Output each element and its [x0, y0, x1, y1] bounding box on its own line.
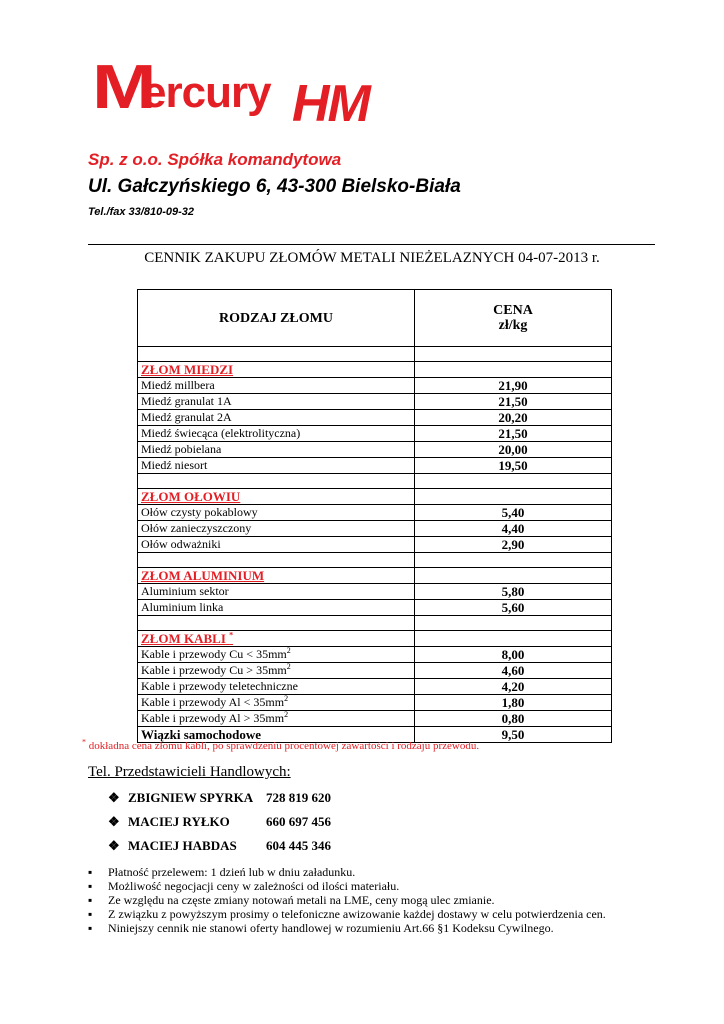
spacer-cell: [138, 616, 415, 631]
spacer-cell: [138, 347, 415, 362]
note-item: [88, 865, 606, 879]
table-row: [138, 521, 612, 537]
scrap-name: Ołów zanieczyszczony: [141, 521, 252, 535]
scrap-price: 4,20: [415, 679, 612, 695]
spacer-row: [138, 616, 612, 631]
scrap-price: 4,60: [415, 663, 612, 679]
company-phone: Tel./fax 33/810-09-32: [88, 206, 194, 218]
scrap-name-cell: [138, 711, 415, 727]
scrap-name: Miedź niesort: [141, 458, 208, 472]
category-row: [138, 568, 612, 584]
note-item: [88, 879, 606, 893]
scrap-name-cell: [138, 442, 415, 458]
spacer-cell: [415, 553, 612, 568]
scrap-name-cell: [138, 426, 415, 442]
notes-list: [88, 865, 606, 935]
spacer-row: [138, 553, 612, 568]
header-price-label: CENA: [493, 303, 533, 318]
scrap-name: Miedź millbera: [141, 378, 215, 392]
scrap-price: 21,50: [415, 426, 612, 442]
note-text: Możliwość negocjacji ceny w zależności od ilości materiału.: [108, 879, 400, 893]
mercury-hm-logo: [92, 54, 412, 134]
table-row: [138, 505, 612, 521]
square-bullet-icon: ▪: [88, 865, 93, 879]
category-label: ZŁOM MIEDZI: [141, 362, 234, 377]
scrap-name-cell: [138, 378, 415, 394]
square-bullet-icon: ▪: [88, 921, 93, 935]
scrap-price: 5,40: [415, 505, 612, 521]
diamond-bullet-icon: ❖: [108, 838, 120, 853]
scrap-name-cell: [138, 505, 415, 521]
spacer-cell: [138, 474, 415, 489]
table-row: [138, 679, 612, 695]
rep-row: [108, 790, 331, 806]
scrap-price: 2,90: [415, 537, 612, 553]
scrap-name: Miedź pobielana: [141, 442, 222, 456]
scrap-name: Ołów czysty pokablowy: [141, 505, 258, 519]
scrap-price: 21,50: [415, 394, 612, 410]
scrap-name-cell: [138, 695, 415, 711]
logo-m: M: [92, 53, 155, 122]
superscript: 2: [284, 694, 289, 703]
scrap-price: 21,90: [415, 378, 612, 394]
category-row: [138, 489, 612, 505]
spacer-row: [138, 474, 612, 489]
diamond-bullet-icon: ❖: [108, 814, 120, 829]
table-header-row: [138, 290, 612, 347]
note-item: [88, 921, 606, 935]
square-bullet-icon: ▪: [88, 879, 93, 893]
square-bullet-icon: ▪: [88, 893, 93, 907]
footnote-text: dokładna cena złomu kabli, po sprawdzeniu procentowej zawartości i rodzaju przewodu.: [86, 740, 480, 752]
header-scrap-type: RODZAJ ZŁOMU: [138, 290, 415, 347]
note-text: Z związku z powyższym prosimy o telefoniczne awizowanie każdej dostawy w celu potwierdzenia cen.: [108, 907, 606, 921]
scrap-name: Kable i przewody Al > 35mm: [141, 711, 285, 725]
category-label: ZŁOM ALUMINIUM: [141, 568, 265, 583]
logo-ercury: ercury: [142, 68, 271, 117]
scrap-name-cell: [138, 410, 415, 426]
scrap-price: 0,80: [415, 711, 612, 727]
scrap-name: Kable i przewody teletechniczne: [141, 679, 298, 693]
note-item: [88, 907, 606, 921]
spacer-row: [138, 347, 612, 362]
superscript: 2: [284, 710, 289, 719]
scrap-price: 4,40: [415, 521, 612, 537]
scrap-price: 8,00: [415, 647, 612, 663]
table-row: [138, 458, 612, 474]
scrap-name-cell: [138, 537, 415, 553]
header-price: [415, 290, 612, 347]
table-row: [138, 537, 612, 553]
scrap-name-cell: [138, 458, 415, 474]
category-name: [138, 568, 415, 584]
square-bullet-icon: ▪: [88, 907, 93, 921]
superscript: 2: [286, 646, 291, 655]
table-row: [138, 647, 612, 663]
rep-phone: 728 819 620: [266, 790, 331, 805]
superscript: 2: [286, 662, 291, 671]
price-list-title: CENNIK ZAKUPU ZŁOMÓW METALI NIEŻELAZNYCH 04-07-2013 r.: [144, 250, 600, 266]
rep-phone: 660 697 456: [266, 814, 331, 829]
table-row: [138, 394, 612, 410]
scrap-price: 1,80: [415, 695, 612, 711]
spacer-cell: [415, 474, 612, 489]
category-name: [138, 631, 415, 647]
rep-name: MACIEJ HABDAS: [128, 838, 237, 853]
category-label: ZŁOM OŁOWIU: [141, 489, 241, 504]
rep-phone: 604 445 346: [266, 838, 331, 853]
scrap-name-cell: [138, 584, 415, 600]
category-price-cell: [415, 489, 612, 505]
cable-footnote: [82, 737, 480, 752]
table-row: [138, 442, 612, 458]
scrap-price: 5,80: [415, 584, 612, 600]
category-price-cell: [415, 362, 612, 378]
reps-title: Tel. Przedstawicieli Handlowych:: [88, 764, 291, 780]
note-text: Ze względu na częste zmiany notowań metali na LME, ceny mogą ulec zmianie.: [108, 893, 495, 907]
table-row: [138, 378, 612, 394]
table-row: [138, 426, 612, 442]
table-row: [138, 584, 612, 600]
category-row: [138, 631, 612, 647]
category-label: ZŁOM KABLI: [141, 631, 226, 646]
category-price-cell: [415, 631, 612, 647]
scrap-price: 20,20: [415, 410, 612, 426]
scrap-name: Ołów odważniki: [141, 537, 221, 551]
category-name: [138, 489, 415, 505]
scrap-name: Kable i przewody Cu < 35mm: [141, 647, 287, 661]
scrap-name-cell: [138, 600, 415, 616]
rep-row: [108, 814, 331, 830]
category-price-cell: [415, 568, 612, 584]
note-text: Niniejszy cennik nie stanowi oferty handlowej w rozumieniu Art.66 §1 Kodeksu Cywilnego.: [108, 921, 554, 935]
scrap-name-cell: [138, 647, 415, 663]
rep-row: [108, 838, 331, 854]
scrap-name: Aluminium sektor: [141, 584, 229, 598]
category-mark: *: [229, 630, 234, 640]
diamond-bullet-icon: ❖: [108, 790, 120, 805]
scrap-name-cell: [138, 663, 415, 679]
company-form: Sp. z o.o. Spółka komandytowa: [88, 150, 342, 169]
note-text: Płatność przelewem: 1 dzień lub w dniu załadunku.: [108, 865, 356, 879]
scrap-price: 5,60: [415, 600, 612, 616]
table-row: [138, 410, 612, 426]
rep-name: MACIEJ RYŁKO: [128, 814, 230, 829]
company-address: Ul. Gałczyńskiego 6, 43-300 Bielsko-Biała: [88, 176, 461, 197]
scrap-name: Miedź granulat 1A: [141, 394, 232, 408]
header-price-unit: zł/kg: [498, 318, 528, 333]
scrap-name: Miedź świecąca (elektrolityczna): [141, 426, 301, 440]
price-table: [137, 289, 612, 743]
scrap-name-cell: [138, 679, 415, 695]
table-row: [138, 695, 612, 711]
scrap-name: Wiązki samochodowe: [141, 727, 262, 742]
scrap-name-cell: [138, 394, 415, 410]
header-divider: [88, 244, 655, 245]
footnote-mark: *: [82, 737, 86, 747]
table-row: [138, 711, 612, 727]
spacer-cell: [138, 553, 415, 568]
logo-hm: HM: [292, 75, 369, 133]
scrap-price: 20,00: [415, 442, 612, 458]
note-item: [88, 893, 606, 907]
scrap-name: Kable i przewody Al < 35mm: [141, 695, 285, 709]
scrap-price: 9,50: [415, 727, 612, 743]
scrap-name: Miedź granulat 2A: [141, 410, 232, 424]
spacer-cell: [415, 616, 612, 631]
rep-name: ZBIGNIEW SPYRKA: [128, 790, 254, 805]
scrap-price: 19,50: [415, 458, 612, 474]
scrap-name: Kable i przewody Cu > 35mm: [141, 663, 287, 677]
category-name: [138, 362, 415, 378]
scrap-name-cell: [138, 521, 415, 537]
table-row: [138, 663, 612, 679]
spacer-cell: [415, 347, 612, 362]
category-row: [138, 362, 612, 378]
table-row: [138, 600, 612, 616]
scrap-name: Aluminium linka: [141, 600, 224, 614]
